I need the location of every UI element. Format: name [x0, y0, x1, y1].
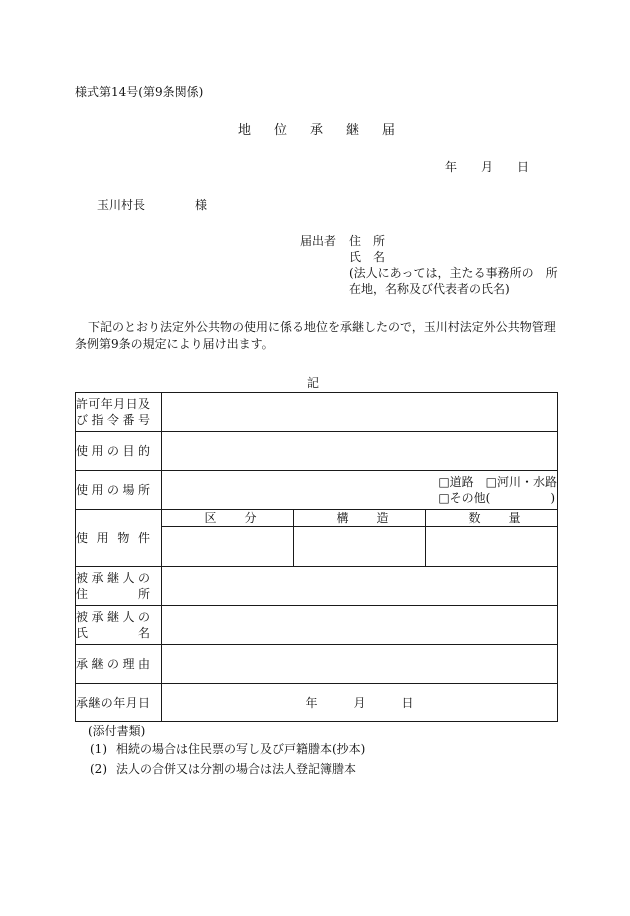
property-category-field [162, 527, 294, 567]
property-col-category-label: 区分 [204, 510, 257, 525]
succession-date-label-cell [76, 684, 162, 722]
predecessor-address-label-line-2: 住所 [76, 587, 150, 601]
predecessor-name-field [162, 606, 558, 645]
property-label: 使用物件 [76, 531, 150, 545]
predecessor-name-label-cell [76, 606, 162, 645]
addressee-honorific: 様 [195, 198, 208, 212]
permit-row [76, 393, 558, 432]
attachment-item-text-2: 法人の合併又は分割の場合は法人登記簿謄本 [116, 762, 357, 776]
succession-year-label: 年 [305, 695, 318, 710]
details-table [75, 392, 558, 722]
applicant-note-line-1: (法人にあっては，主たる事務所の 所 [349, 266, 558, 280]
applicant-label: 届出者 [300, 234, 337, 248]
attachments-heading: (添付書類) [88, 724, 146, 738]
form-number: 様式第14号(第9条関係) [75, 85, 204, 99]
property-col-category [162, 510, 294, 527]
attachment-item-number-2: (2) [90, 762, 107, 776]
purpose-label: 使用の目的 [76, 444, 150, 458]
location-options [438, 474, 557, 506]
property-header-row [76, 510, 558, 527]
body-line-2: 条例第9条の規定により届け出ます。 [75, 337, 274, 351]
purpose-label-cell [76, 432, 162, 471]
reason-label-cell [76, 645, 162, 684]
property-quantity-field [426, 527, 558, 567]
predecessor-address-field [162, 567, 558, 606]
location-label: 使用の場所 [76, 483, 150, 497]
applicant-note-line-2: 在地，名称及び代表者の氏名) [349, 282, 510, 296]
attachment-item-number-1: (1) [90, 742, 107, 756]
submission-year-label: 年 [445, 160, 458, 174]
document-title: 地位承継届 [238, 123, 395, 138]
purpose-row [76, 432, 558, 471]
reason-field [162, 645, 558, 684]
location-option-road-river: □道路 □河川・水路 [438, 475, 558, 489]
property-col-structure-label: 構造 [336, 510, 389, 525]
predecessor-address-row [76, 567, 558, 606]
body-line-1: 下記のとおり法定外公共物の使用に係る地位を承継したので，玉川村法定外公共物管理 [88, 320, 556, 334]
permit-label-line-2: び指令番号 [76, 413, 150, 427]
permit-label-cell [76, 393, 162, 432]
purpose-field [162, 432, 558, 471]
property-col-quantity-label: 数量 [468, 510, 521, 525]
predecessor-address-label-cell [76, 567, 162, 606]
addressee-name: 玉川村長 [97, 198, 146, 212]
ki-heading: 記 [307, 376, 320, 390]
succession-date-label: 承継の年月日 [76, 695, 150, 710]
applicant-name-label: 氏 名 [349, 250, 386, 264]
property-label-cell [76, 510, 162, 567]
reason-row [76, 645, 558, 684]
submission-day-label: 日 [517, 160, 530, 174]
succession-date-row [76, 684, 558, 722]
applicant-address-label: 住 所 [349, 234, 386, 248]
location-field [162, 471, 558, 510]
permit-field [162, 393, 558, 432]
location-row [76, 471, 558, 510]
submission-date [445, 159, 529, 175]
succession-month-label: 月 [353, 695, 366, 710]
succession-date [162, 695, 557, 711]
location-option-other: □その他( ) [438, 491, 556, 505]
attachment-item-text-1: 相続の場合は住民票の写し及び戸籍謄本(抄本) [116, 742, 366, 756]
location-label-cell [76, 471, 162, 510]
submission-month-label: 月 [481, 160, 494, 174]
property-col-structure [294, 510, 426, 527]
predecessor-name-label-line-2: 氏名 [76, 626, 150, 640]
property-structure-field [294, 527, 426, 567]
predecessor-name-label-line-1: 被承継人の [76, 610, 150, 624]
predecessor-address-label-line-1: 被承継人の [76, 571, 150, 585]
property-col-quantity [426, 510, 558, 527]
permit-label-line-1: 許可年月日及 [76, 397, 150, 411]
predecessor-name-row [76, 606, 558, 645]
reason-label: 承継の理由 [76, 657, 150, 671]
succession-date-field [162, 684, 558, 722]
succession-day-label: 日 [401, 695, 414, 710]
